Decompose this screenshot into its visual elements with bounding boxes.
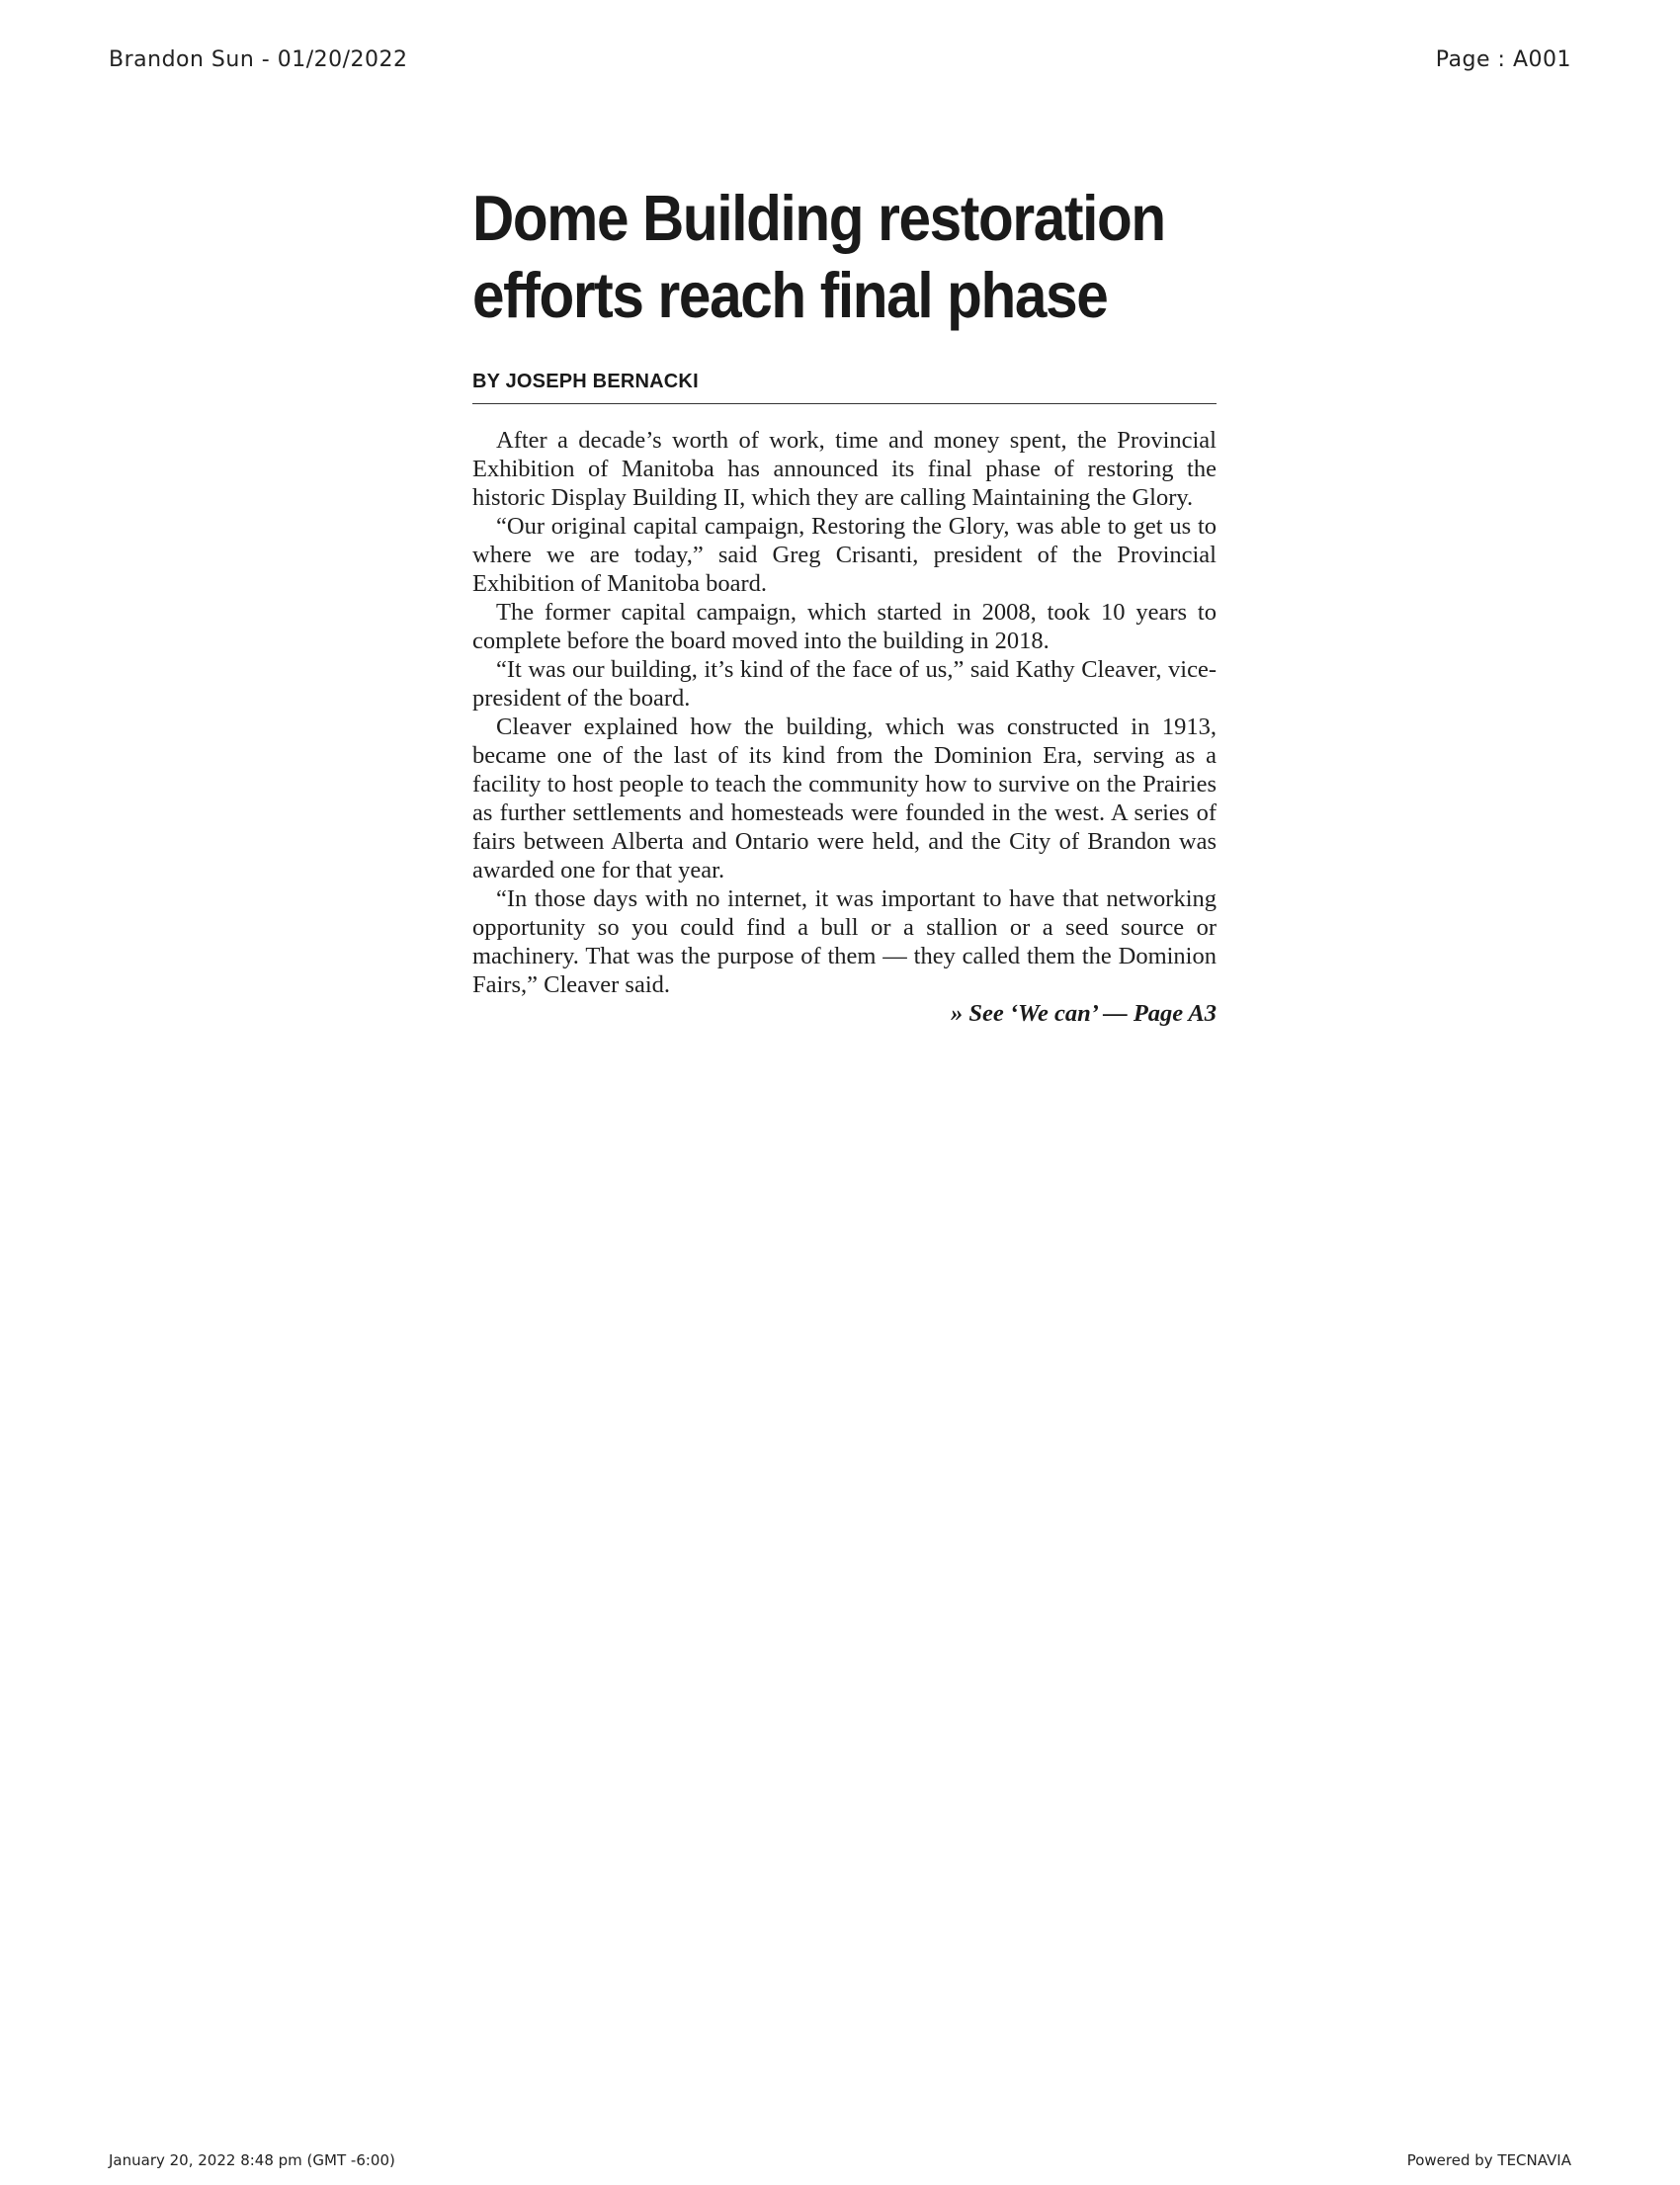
print-timestamp: January 20, 2022 8:48 pm (GMT -6:00) (109, 2151, 395, 2169)
paragraph: Cleaver explained how the building, which was constructed in 1913, became one of the last of its kind from the Dominion Era, serving as a facility to host people to teach the community how to survive on the Prairies as further settlements and homesteads were founded in the west. A series of fairs between Alberta and Ontario were held, and the City of Brandon was awarded one for that year. (472, 714, 1217, 883)
paragraph: “It was our building, it’s kind of the face of us,” said Kathy Cleaver, vice-president of the board. (472, 656, 1217, 712)
publication-date-header: Brandon Sun - 01/20/2022 (109, 47, 408, 72)
paragraph: “In those days with no internet, it was important to have that networking opportunity so you could find a bull or a stallion or a seed source or machinery. That was the purpose of them — they called them the Dominion Fairs,” Cleaver said. (472, 885, 1217, 998)
paragraph: “Our original capital campaign, Restoring the Glory, was able to get us to where we are today,” said Greg Crisanti, president of the Provincial Exhibition of Manitoba board. (472, 513, 1217, 597)
paragraph: The former capital campaign, which started in 2008, took 10 years to complete before the board moved into the building in 2018. (472, 599, 1217, 654)
page-number: Page : A001 (1435, 47, 1571, 72)
paragraph: After a decade’s worth of work, time and money spent, the Provincial Exhibition of Manitoba has announced its final phase of restoring the historic Display Building II, which they are calling Maintaining the Glory. (472, 427, 1217, 511)
powered-by-label: Powered by TECNAVIA (1406, 2151, 1571, 2169)
jump-link[interactable]: » See ‘We can’ — Page A3 (951, 1000, 1217, 1027)
article (472, 180, 1217, 1028)
headline: Dome Building restoration efforts reach final phase (472, 182, 1165, 331)
byline: BY JOSEPH BERNACKI (472, 371, 1217, 404)
article-body (472, 426, 1217, 999)
